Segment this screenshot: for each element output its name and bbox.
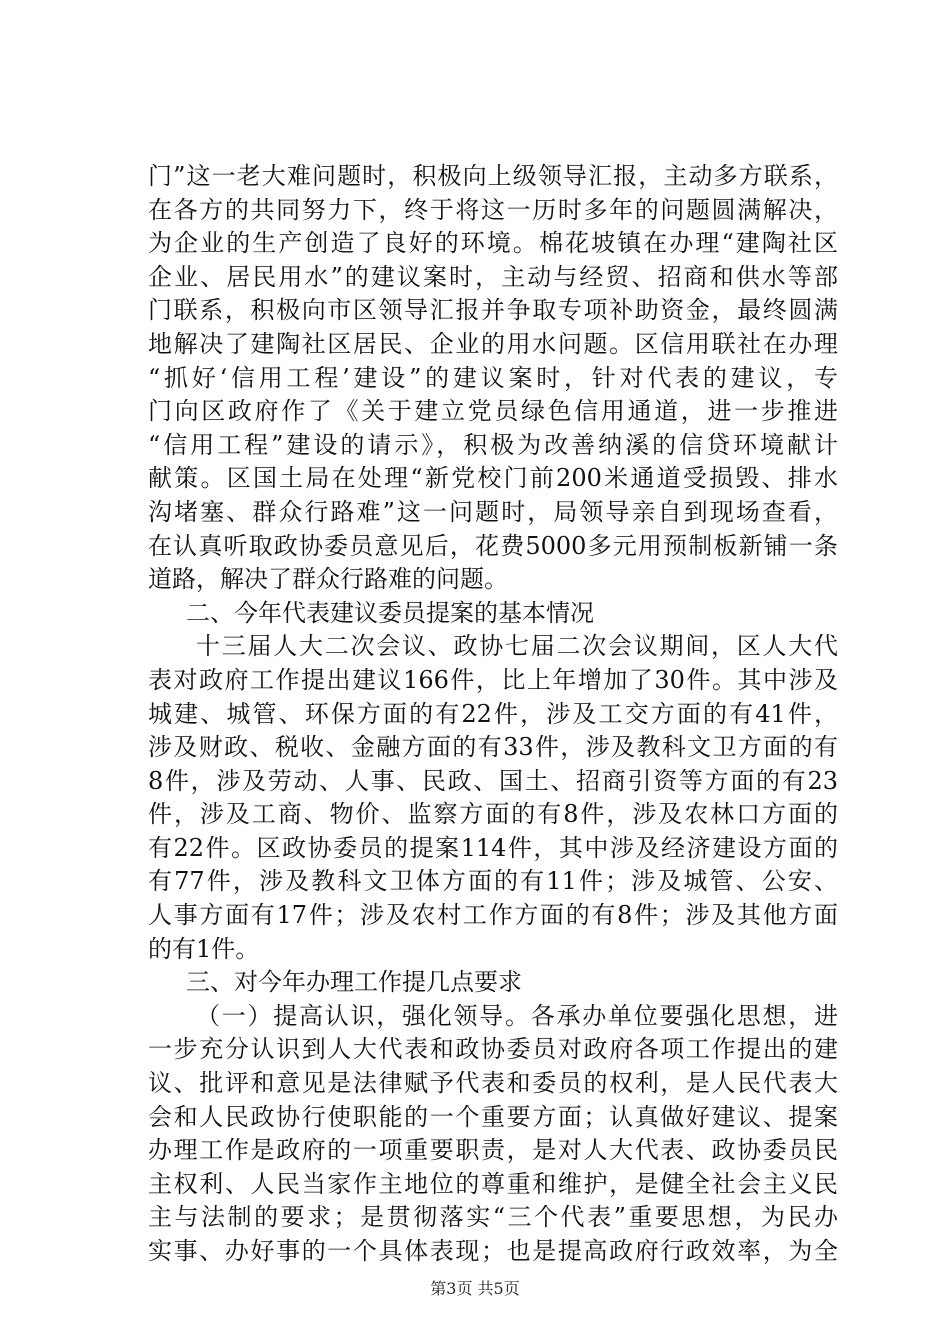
- text-line: （一）提高认识，强化领导。各承办单位要强化思想，进: [196, 1001, 838, 1030]
- text-line: 办理工作是政府的一项重要职责，是对人大代表、政协委员民: [148, 1136, 838, 1165]
- text-line: 会和人民政协行使职能的一个重要方面；认真做好建议、提案: [148, 1102, 838, 1131]
- text-line: 8件，涉及劳动、人事、民政、国土、招商引资等方面的有23: [148, 766, 838, 795]
- text-line: 件，涉及工商、物价、监察方面的有8件，涉及农林口方面的: [148, 800, 838, 829]
- text-line: 献策。区国土局在处理“新党校门前200米通道受损毁、排水: [148, 464, 838, 493]
- page-footer: 第3页 共5页: [430, 1279, 520, 1298]
- text-line: 十三届人大二次会议、政协七届二次会议期间，区人大代: [196, 632, 838, 661]
- document-body: [148, 160, 838, 1269]
- text-line: 门向区政府作了《关于建立党员绿色信用通道，进一步推进: [148, 397, 838, 426]
- text-line: 沟堵塞、群众行路难”这一问题时，局领导亲自到现场查看，: [148, 497, 838, 526]
- text-line: 涉及财政、税收、金融方面的有33件，涉及教科文卫方面的有: [148, 733, 838, 762]
- section-heading: 二、今年代表建议委员提案的基本情况: [186, 598, 594, 627]
- text-line: 在认真听取政协委员意见后，花费5000多元用预制板新铺一条: [148, 531, 838, 560]
- text-line: 为企业的生产创造了良好的环境。棉花坡镇在办理“建陶社区: [148, 229, 838, 258]
- text-line: 人事方面有17件；涉及农村工作方面的有8件；涉及其他方面: [148, 901, 838, 930]
- text-line: 门联系，积极向市区领导汇报并争取专项补助资金，最终圆满: [148, 296, 838, 325]
- text-line: 在各方的共同努力下，终于将这一历时多年的问题圆满解决，: [148, 195, 838, 224]
- text-line: 地解决了建陶社区居民、企业的用水问题。区信用联社在办理: [148, 329, 838, 358]
- text-line: “抓好‘信用工程’建设”的建议案时，针对代表的建议，专: [148, 363, 838, 392]
- text-line: “信用工程”建设的请示》，积极为改善纳溪的信贷环境献计: [148, 430, 838, 459]
- text-line: 城建、城管、环保方面的有22件，涉及工交方面的有41件，: [148, 699, 838, 728]
- text-line: 实事、办好事的一个具体表现；也是提高政府行政效率，为全: [148, 1237, 838, 1265]
- section-heading: 三、对今年办理工作提几点要求: [186, 968, 522, 997]
- text-line: 主与法制的要求；是贯彻落实“三个代表”重要思想，为民办: [148, 1203, 838, 1232]
- text-line: 一步充分认识到人大代表和政协委员对政府各项工作提出的建: [148, 1035, 838, 1064]
- text-line: 议、批评和意见是法律赋予代表和委员的权利，是人民代表大: [148, 1069, 838, 1098]
- text-line: 表对政府工作提出建议166件，比上年增加了30件。其中涉及: [148, 665, 838, 694]
- text-line: 企业、居民用水”的建议案时，主动与经贸、招商和供水等部: [148, 262, 838, 291]
- text-line: 主权利、人民当家作主地位的尊重和维护，是健全社会主义民: [148, 1169, 838, 1198]
- text-line: 的有1件。: [148, 934, 260, 963]
- text-line: 道路，解决了群众行路难的问题。: [148, 565, 508, 594]
- text-line: 有22件。区政协委员的提案114件，其中涉及经济建设方面的: [148, 833, 838, 862]
- text-line: 门”这一老大难问题时，积极向上级领导汇报，主动多方联系，: [148, 162, 838, 190]
- text-line: 有77件，涉及教科文卫体方面的有11件；涉及城管、公安、: [148, 867, 838, 896]
